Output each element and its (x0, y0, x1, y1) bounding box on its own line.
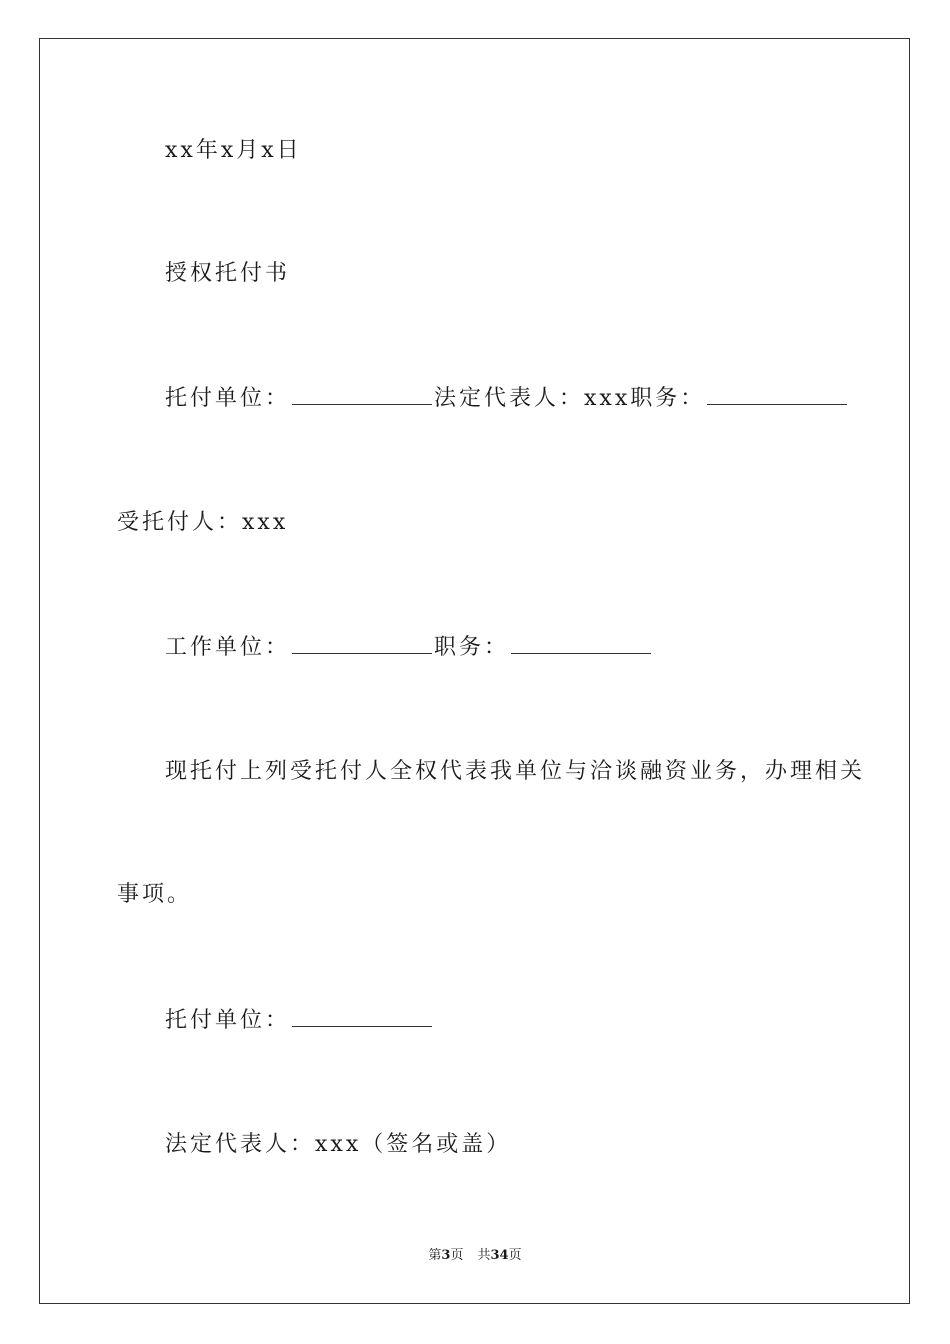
sign-client-unit-blank (292, 1006, 432, 1027)
position-blank (707, 384, 847, 405)
page-frame (39, 38, 910, 1304)
total-pages: 34 (490, 1248, 509, 1263)
body-text-line-2: 事项。 (117, 882, 193, 907)
trustee-line: 受托付人：xxx (117, 510, 289, 535)
page-footer (0, 1247, 950, 1265)
client-info-line (165, 384, 849, 414)
trustee-position-blank (511, 633, 651, 654)
client-unit-blank (292, 384, 432, 405)
date-line: xx年x月x日 (165, 138, 302, 163)
body-text-line-1: 现托付上列受托付人全权代表我单位与洽谈融资业务，办理相关 (165, 759, 866, 784)
client-unit-label: 托付单位： (165, 386, 291, 411)
page-suffix: 页 (450, 1248, 464, 1263)
work-unit-line (165, 633, 653, 663)
total-suffix: 页 (508, 1248, 522, 1263)
sign-legal-rep-line: 法定代表人：xxx（签名或盖） (165, 1132, 512, 1157)
work-unit-blank (292, 633, 432, 654)
work-unit-label: 工作单位： (165, 635, 291, 660)
page-number: 3 (441, 1248, 451, 1263)
total-prefix: 共 (477, 1248, 491, 1263)
trustee-position-label: 职务： (434, 635, 510, 660)
sign-client-unit-line (165, 1006, 434, 1036)
document-title: 授权托付书 (165, 261, 291, 286)
page-prefix: 第 (428, 1248, 442, 1263)
sign-client-unit-label: 托付单位： (165, 1008, 291, 1033)
legal-rep-position-label: 法定代表人：xxx职务： (434, 386, 706, 411)
